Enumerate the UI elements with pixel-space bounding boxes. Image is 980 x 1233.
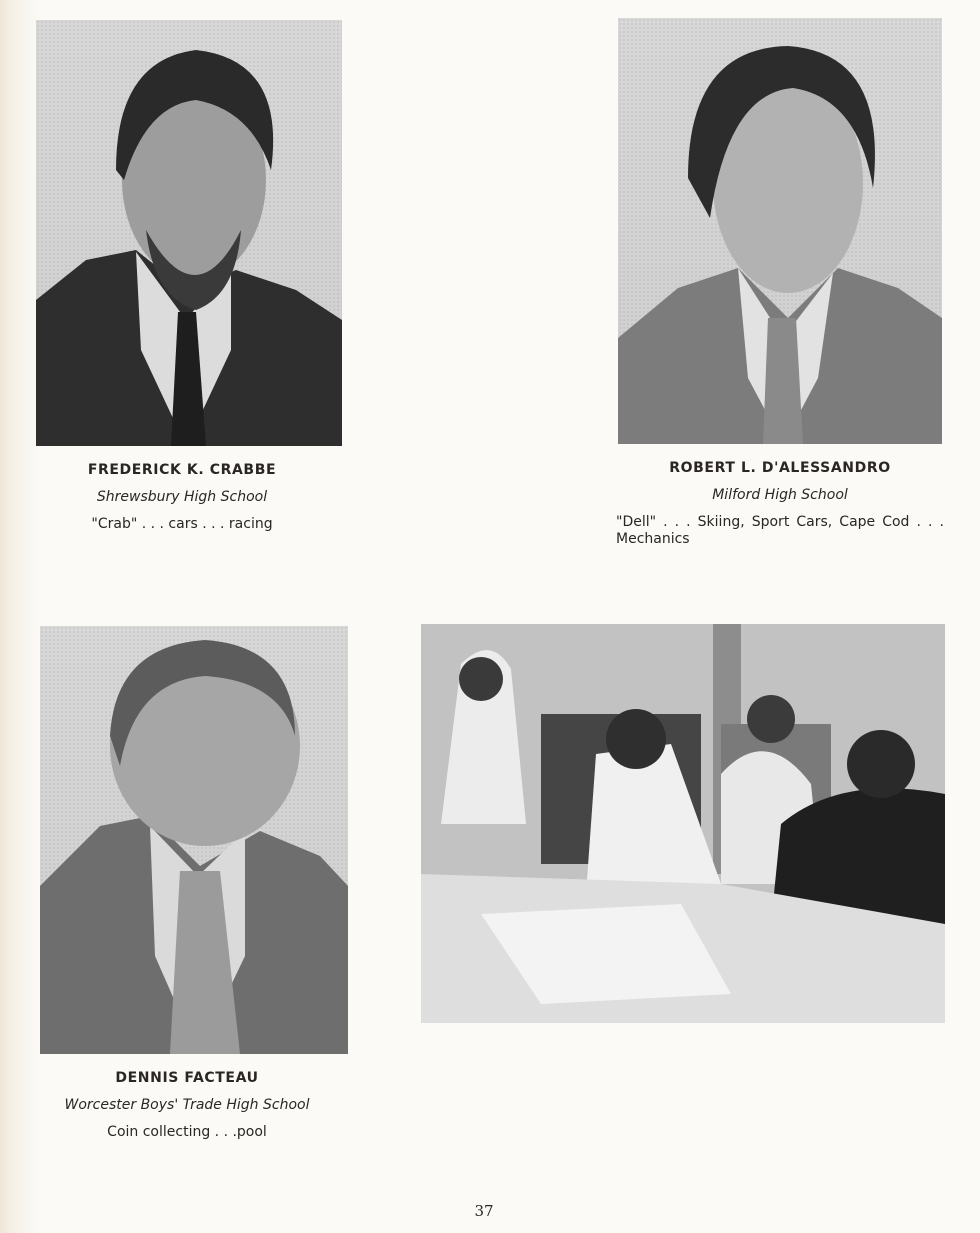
portrait-photo-crabbe — [36, 20, 342, 446]
student-school: Milford High School — [712, 487, 848, 503]
student-school: Shrewsbury High School — [96, 489, 268, 505]
student-interests: "Dell" . . . Skiing, Sport Cars, Cape Cod . . . Mechanics — [616, 514, 944, 547]
student-interests: "Crab" . . . cars . . . racing — [91, 516, 273, 532]
student-caption-facteau — [40, 1065, 334, 1146]
student-name: FREDERICK K. CRABBE — [87, 462, 277, 478]
portrait-photo-facteau — [40, 626, 348, 1054]
student-name: ROBERT L. D'ALESSANDRO — [669, 460, 891, 476]
student-name: DENNIS FACTEAU — [115, 1070, 259, 1086]
student-school: Worcester Boys' Trade High School — [64, 1097, 310, 1113]
portrait-photo-dalessandro — [618, 18, 942, 444]
page-number: 37 — [474, 1202, 494, 1220]
student-caption-dalessandro — [616, 455, 944, 548]
student-caption-crabbe — [40, 457, 324, 538]
student-interests: Coin collecting . . .pool — [107, 1124, 267, 1140]
drafting-class-photo — [421, 624, 945, 1023]
